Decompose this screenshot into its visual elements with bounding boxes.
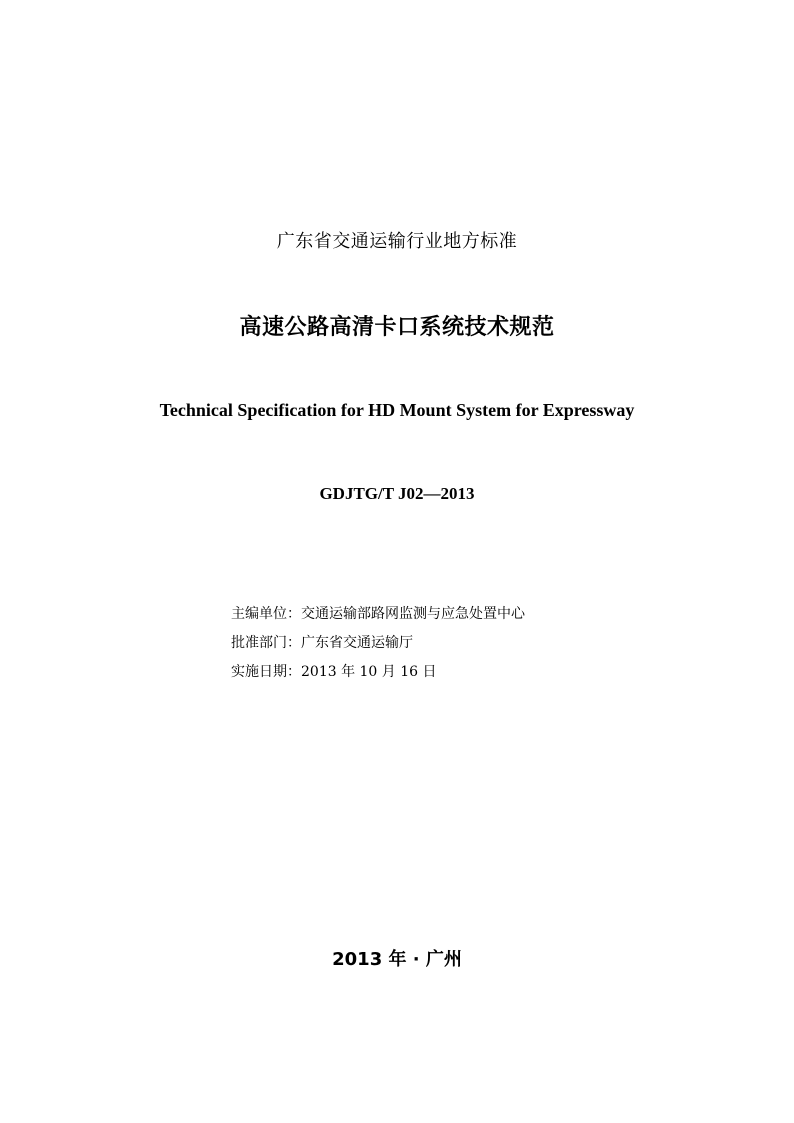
editor-unit: 主编单位：交通运输部路网监测与应急处置中心 bbox=[231, 606, 525, 622]
publication-info bbox=[231, 600, 525, 687]
document-title-en: Technical Specification for HD Mount System for Expressway bbox=[159, 400, 635, 420]
publication-year-place: 2013 年 · 广州 bbox=[332, 949, 462, 970]
standard-code: GDJTG/T J02—2013 bbox=[319, 484, 475, 503]
effective-date: 实施日期：2013 年 10 月 16 日 bbox=[231, 664, 437, 680]
document-title-cn: 高速公路高清卡口系统技术规范 bbox=[239, 315, 555, 340]
approving-department: 批准部门：广东省交通运输厅 bbox=[231, 635, 413, 651]
industry-standard-label: 广东省交通运输行业地方标准 bbox=[276, 231, 518, 252]
